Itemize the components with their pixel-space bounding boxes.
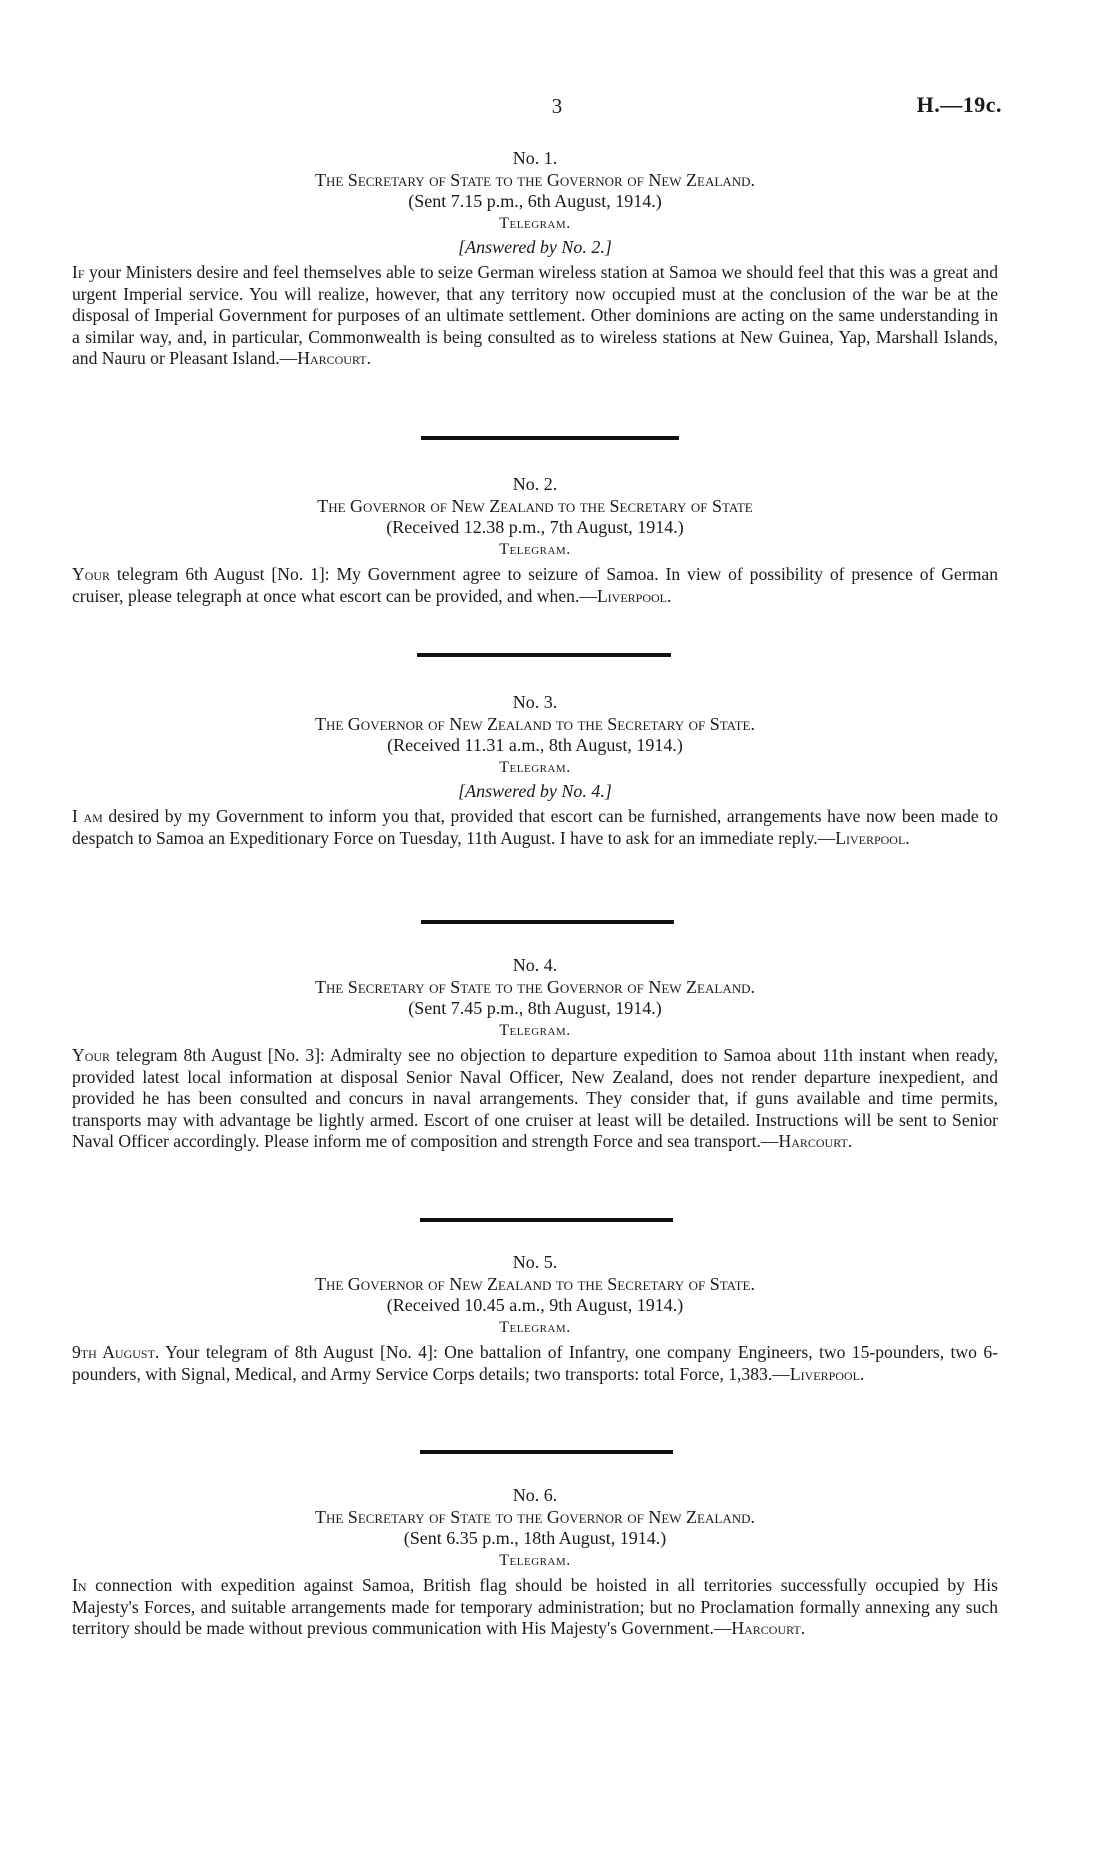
section-divider	[417, 653, 671, 657]
message-type: Telegram.	[499, 215, 571, 232]
signature: Liverpool.	[789, 1363, 865, 1384]
page-number: 3	[551, 94, 563, 118]
message-type: Telegram.	[499, 541, 571, 558]
section-divider	[420, 1450, 673, 1454]
message-type: Telegram.	[499, 759, 571, 776]
message-6	[72, 1483, 998, 1640]
message-header: The Secretary of State to the Governor of New Zealand.	[314, 170, 755, 190]
section-divider	[421, 920, 674, 924]
signature: Harcourt.	[731, 1618, 806, 1639]
message-date: (Sent 6.35 p.m., 18th August, 1914.)	[403, 1528, 667, 1548]
message-date: (Sent 7.15 p.m., 6th August, 1914.)	[408, 191, 662, 211]
lead-word: I am	[72, 806, 103, 826]
message-1	[72, 146, 998, 370]
body-text: telegram 8th August [No. 3]: Admiralty see no objection to departure expedition to Samoa about 11th instant when ready, provided latest local information at disposal Senior Naval Officer, New Zealand, does not render departure inexpedient, and provided he has been consulted and concurs in naval arrangements. They consider that, if guns available and time permits, transports may with advantage be lightly armed. Escort of one cruiser at least will be detailed. Instructions will be sent to Senior Naval Officer accordingly. Please inform me of composition and strength Force and sea transport.—	[72, 1045, 998, 1152]
signature: Liverpool.	[835, 827, 910, 848]
message-number: No. 1.	[512, 148, 558, 168]
signature: Liverpool.	[596, 585, 672, 606]
message-3	[72, 690, 998, 849]
body-text: desired by my Government to inform you that, provided that escort can be furnished, arrangements have now been made to despatch to Samoa an Expeditionary Force on Tuesday, 11th August. I have to ask for an immediate reply.—	[72, 806, 999, 848]
message-5	[72, 1250, 998, 1385]
message-date: (Sent 7.45 p.m., 8th August, 1914.)	[408, 998, 662, 1018]
message-header: The Secretary of State to the Governor of New Zealand.	[314, 977, 755, 997]
body-text: telegram 6th August [No. 1]: My Government agree to seizure of Samoa. In view of possibility of presence of German cruiser, please telegraph at once what escort can be provided, and when.—	[72, 564, 998, 606]
lead-word: In	[72, 1575, 87, 1595]
message-header: The Secretary of State to the Governor of New Zealand.	[314, 1507, 755, 1527]
signature: Harcourt.	[778, 1131, 853, 1152]
lead-word: Your	[72, 1045, 111, 1065]
message-4	[72, 953, 998, 1153]
message-number: No. 3.	[512, 692, 558, 712]
message-type: Telegram.	[499, 1552, 571, 1569]
message-body	[72, 564, 998, 607]
lead-word: If	[72, 262, 85, 282]
signature: Harcourt.	[297, 348, 371, 369]
message-body	[72, 262, 998, 370]
section-divider	[421, 436, 679, 440]
message-body	[72, 1342, 998, 1385]
body-text: your Ministers desire and feel themselves able to seize German wireless station at Samoa we should feel that this was a great and urgent Imperial service. You will realize, however, that any territory now occupied must at the conclusion of the war be at the disposal of Imperial Government for purposes of an ultimate settlement. Other dominions are acting on the same understanding in a similar way, and, in particular, Commonwealth is being consulted as to wireless stations at New Guinea, Yap, Marshall Islands, and Nauru or Pleasant Island.—	[72, 262, 998, 369]
message-date: (Received 12.38 p.m., 7th August, 1914.)	[386, 517, 684, 537]
message-body	[72, 1575, 998, 1640]
message-header: The Governor of New Zealand to the Secretary of State.	[314, 714, 755, 734]
answered-note: [Answered by No. 2.]	[458, 237, 612, 257]
message-number: No. 6.	[512, 1485, 558, 1505]
answered-note: [Answered by No. 4.]	[458, 781, 612, 801]
section-divider	[420, 1218, 673, 1222]
document-reference: H.—19c.	[916, 92, 1002, 117]
message-body	[72, 1045, 998, 1153]
lead-word: Your	[72, 564, 111, 584]
message-2	[72, 472, 998, 607]
message-type: Telegram.	[499, 1022, 571, 1039]
message-type: Telegram.	[499, 1319, 571, 1336]
message-number: No. 5.	[512, 1252, 558, 1272]
message-number: No. 4.	[512, 955, 558, 975]
message-header: The Governor of New Zealand to the Secretary of State.	[314, 1274, 755, 1294]
message-number: No. 2.	[512, 474, 558, 494]
body-text: Your telegram of 8th August [No. 4]: One battalion of Infantry, one company Engineers, two 15-pounders, two 6-pounders, with Signal, Medical, and Army Service Corps details; two transports: total Force, 1,383.—	[72, 1342, 998, 1384]
message-header: The Governor of New Zealand to the Secretary of State	[317, 496, 753, 516]
lead-word: 9th August.	[72, 1342, 160, 1362]
message-date: (Received 11.31 a.m., 8th August, 1914.)	[387, 735, 683, 755]
message-date: (Received 10.45 a.m., 9th August, 1914.)	[386, 1295, 684, 1315]
message-body	[72, 806, 998, 849]
body-text: connection with expedition against Samoa, British flag should be hoisted in all territories successfully occupied by His Majesty's Forces, and suitable arrangements made for temporary administration; but no Proclamation formally annexing any such territory should be made without previous communication with His Majesty's Government.—	[72, 1575, 998, 1639]
